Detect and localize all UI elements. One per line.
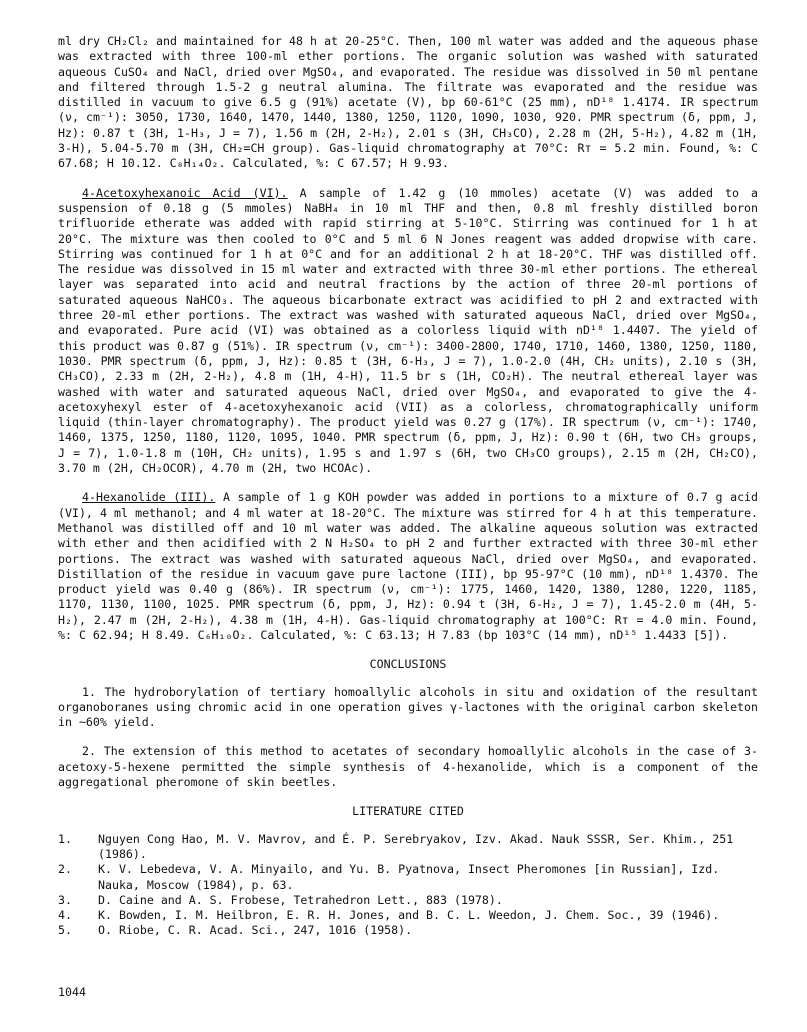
- reference-item: 2. K. V. Lebedeva, V. A. Minyailo, and Yu. B. Pyatnova, Insect Pheromones [in Russian], Izd. Nauka, Moscow (1984), p. 63.: [58, 862, 720, 892]
- section-text: A sample of 1.42 g (10 mmoles) acetate (V) was added to a suspension of 0.18 g (5 mmoles) NaBH₄ in 10 ml THF and then, 0.8 ml freshly distilled boron trifluoride etherate was added with rapid stirring at 5-10°C. Stirring was continued for 1 h at 20°C. The mixture was then cooled to 0°C and 5 ml 6 N Jones reagent was added dropwise with care. Stirring was continued for 1 h at 0°C and for an additional 2 h at 18-20°C. THF was distilled off. The residue was dissolved in 15 ml water and extracted with three 30-ml ether portions. The ethereal layer was separated into acid and neutral fractions by the action of three 20-ml portions of saturated aqueous NaHCO₃. The aqueous bicarbonate extract was acidified to pH 2 and extracted with three 20-ml ether portions. The extract was washed with saturated aqueous NaCl, dried over MgSO₄, and evaporated. Pure acid (VI) was obtained as a colorless liquid with nD¹⁸ 1.4407. The yield of this product was 0.87 g (51%). IR spectrum (ν, cm⁻¹): 3400-2800, 1740, 1710, 1460, 1380, 1250, 1180, 1030. PMR spectrum (δ, ppm, J, Hz): 0.85 t (3H, 6-H₃, J = 7), 1.0-2.0 (4H, CH₂ units), 2.10 s (3H, CH₃CO), 2.33 m (2H, 2-H₂), 4.8 m (1H, 4-H), 11.5 br s (1H, CO₂H). The neutral ethereal layer was washed with water and saturated aqueous NaCl, dried over MgSO₄, and evaporated to give the 4-acetoxyhexyl ester of 4-acetoxyhexanoic acid (VII) as a colorless, chromatographically uniform liquid (thin-layer chromatography). The product yield was 0.27 g (17%). IR spectrum (ν, cm⁻¹): 1740, 1460, 1375, 1250, 1180, 1120, 1095, 1040. PMR spectrum (δ, ppm, J, Hz): 0.90 t (6H, two CH₃ groups, J = 7), 1.0-1.8 m (10H, CH₂ units), 1.95 s and 1.97 s (6H, two CH₃CO groups), 2.15 m (2H, CH₂CO), 3.70 m (2H, CH₂OCOR), 4.70 m (2H, two HCOAc).: [58, 185, 758, 476]
- conclusions-heading: CONCLUSIONS: [369, 657, 447, 672]
- page-number: 1044: [58, 985, 86, 999]
- section-acetoxyhexanoic-acid: [58, 186, 758, 477]
- conclusion-item: 2. The extension of this method to acetates of secondary homoallylic alcohols in the case of 3-acetoxy-5-hexene permitted the simple synthesis of 4-hexanolide, which is a component of the aggregational pheromone of skin beetles.: [58, 744, 758, 790]
- reference-item: 3. D. Caine and A. S. Frobese, Tetrahedron Lett., 883 (1978).: [58, 892, 503, 907]
- conclusion-item: 1. The hydroborylation of tertiary homoallylic alcohols in situ and oxidation of the resultant organoboranes using chromic acid in one operation gives γ-lactones with the original carbon skeleton in ~60% yield.: [58, 684, 758, 730]
- reference-item: 4. K. Bowden, I. M. Heilbron, E. R. H. Jones, and B. C. L. Weedon, J. Chem. Soc., 39 (1946).: [58, 908, 720, 923]
- section-heading: 4-Hexanolide (III).: [82, 490, 216, 505]
- intro-paragraph: ml dry CH₂Cl₂ and maintained for 48 h at 20-25°C. Then, 100 ml water was added and the aqueous phase was extracted with three 100-ml ether portions. The organic solution was washed with saturated aqueous CuSO₄ and NaCl, dried over MgSO₄, and evaporated. The residue was dissolved in 50 ml pentane and filtered through 1.5-2 g neutral alumina. The filtrate was evaporated and the residue was distilled in vacuum to give 6.5 g (91%) acetate (V), bp 60-61°C (25 mm), nD¹⁸ 1.4174. IR spectrum (ν, cm⁻¹): 3050, 1730, 1640, 1470, 1440, 1380, 1250, 1120, 1090, 1030, 920. PMR spectrum (δ, ppm, J, Hz): 0.87 t (3H, 1-H₃, J = 7), 1.56 m (2H, 2-H₂), 2.01 s (3H, CH₃CO), 2.28 m (2H, 5-H₂), 4.82 m (1H, 3-H), 5.04-5.70 m (3H, CH₂=CH group). Gas-liquid chromatography at 70°C: Rт = 5.2 min. Found, %: C 67.68; H 10.12. C₈H₁₄O₂. Calculated, %: C 67.57; H 9.93.: [58, 34, 758, 171]
- section-hexanolide: [58, 490, 758, 643]
- reference-list: [58, 832, 758, 939]
- section-heading: 4-Acetoxyhexanoic Acid (VI).: [82, 185, 288, 200]
- literature-heading: LITERATURE CITED: [352, 804, 464, 819]
- reference-item: 1. Nguyen Cong Hao, M. V. Mavrov, and É. P. Serebryakov, Izv. Akad. Nauk SSSR, Ser. Khim., 251 (1986).: [58, 831, 734, 861]
- reference-item: 5. O. Riobe, C. R. Acad. Sci., 247, 1016 (1958).: [58, 923, 413, 938]
- page-body: [58, 34, 758, 939]
- section-text: A sample of 1 g KOH powder was added in portions to a mixture of 0.7 g acid (VI), 4 ml methanol; and 4 ml water at 18-20°C. The mixture was stirred for 4 h at this temperature. Methanol was distilled off and 10 ml water was added. The alkaline aqueous solution was extracted with ether and then acidified with 2 N H₂SO₄ to pH 2 and further extracted with three 30-ml ether portions. The extract was washed with saturated aqueous NaCl, dried over MgSO₄, and evaporated. Distillation of the residue in vacuum gave pure lactone (III), bp 95-97°C (10 mm), nD¹⁸ 1.4370. The product yield was 0.40 g (86%). IR spectrum (ν, cm⁻¹): 1775, 1460, 1420, 1380, 1280, 1220, 1185, 1170, 1130, 1100, 1025. PMR spectrum (δ, ppm, J, Hz): 0.94 t (3H, 6-H₂, J = 7), 1.45-2.0 m (4H, 5-H₂), 2.47 m (2H, 2-H₂), 4.38 m (1H, 4-H). Gas-liquid chromatography at 100°C: Rт = 4.0 min. Found, %: C 62.94; H 8.49. C₆H₁₀O₂. Calculated, %: C 63.13; H 7.83 (bp 103°C (14 mm), nD¹⁵ 1.4433 [5]).: [58, 490, 759, 642]
